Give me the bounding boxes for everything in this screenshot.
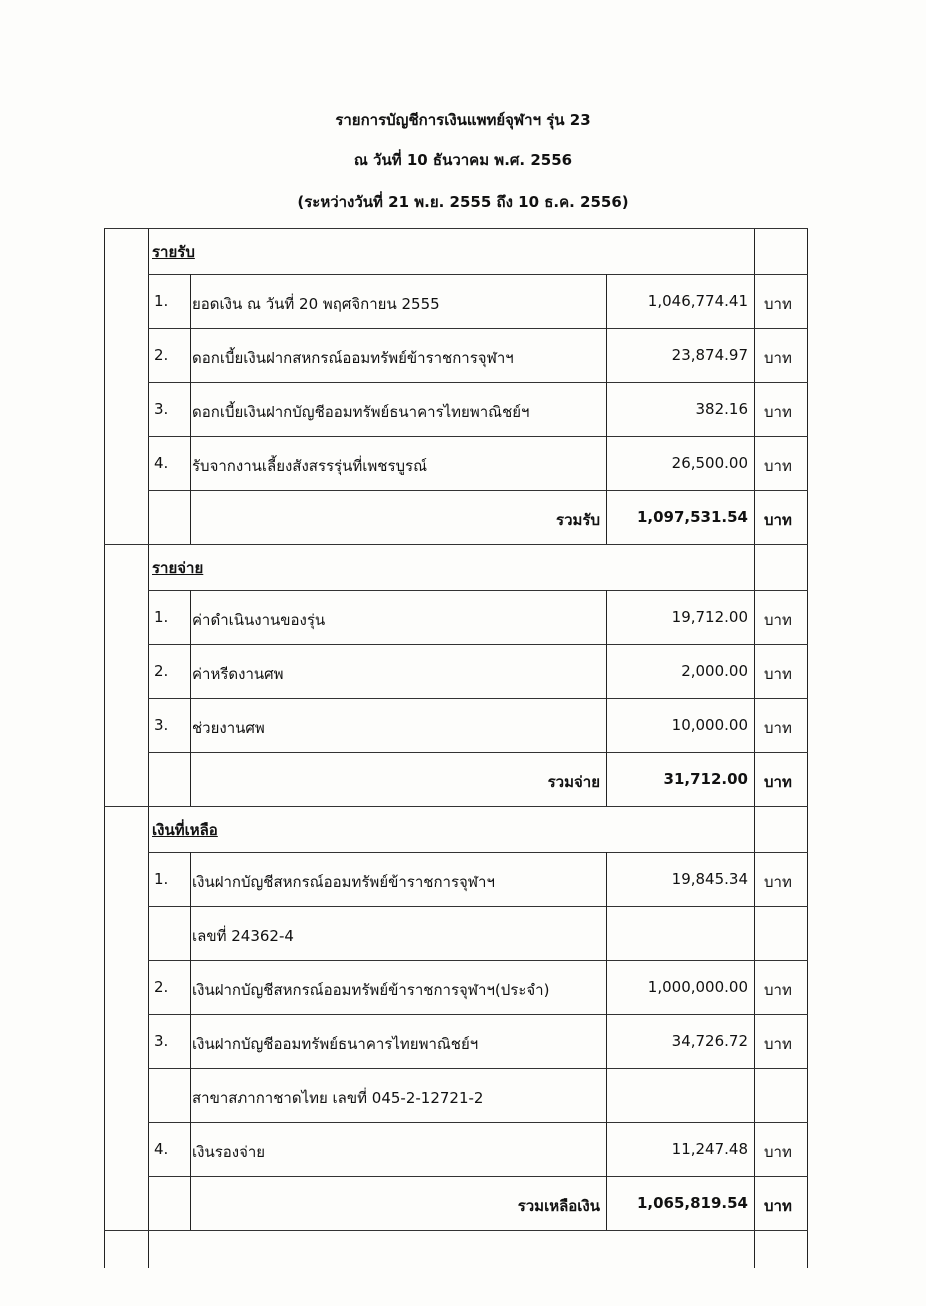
item-number: 4. (154, 454, 169, 472)
section-divider (104, 1230, 808, 1231)
item-amount: 1,046,774.41 (647, 292, 748, 310)
item-amount: 26,500.00 (671, 454, 748, 472)
item-description: เลขที่ 24362-4 (192, 927, 294, 945)
section-heading-expense: รายจ่าย (152, 559, 204, 577)
item-number: 4. (154, 1140, 169, 1158)
item-amount: 2,000.00 (681, 662, 748, 680)
row-divider (148, 490, 808, 491)
item-unit: บาท (764, 349, 792, 367)
item-description: ดอกเบี้ยเงินฝากสหกรณ์ออมทรัพย์ข้าราชการจุฬาฯ (192, 349, 514, 367)
column-divider-amount (606, 590, 607, 806)
item-number: 2. (154, 346, 169, 364)
column-divider-unit (754, 228, 755, 1268)
row-divider (148, 1068, 808, 1069)
row-divider (148, 1176, 808, 1177)
total-amount: 1,065,819.54 (636, 1194, 748, 1212)
row-divider (148, 698, 808, 699)
item-number: 3. (154, 1032, 169, 1050)
item-amount: 34,726.72 (671, 1032, 748, 1050)
column-divider-description (190, 590, 191, 806)
item-description: รับจากงานเลี้ยงสังสรรรุ่นที่เพชรบูรณ์ (192, 457, 427, 475)
item-amount: 11,247.48 (671, 1140, 748, 1158)
section-divider (104, 806, 808, 807)
row-divider (148, 436, 808, 437)
total-label: รวมเหลือเงิน (517, 1197, 600, 1215)
item-number: 1. (154, 608, 169, 626)
item-unit: บาท (764, 403, 792, 421)
section-divider (104, 544, 808, 545)
item-number: 2. (154, 978, 169, 996)
row-divider (148, 1122, 808, 1123)
item-unit: บาท (764, 611, 792, 629)
item-number: 2. (154, 662, 169, 680)
item-description: ดอกเบี้ยเงินฝากบัญชีออมทรัพย์ธนาคารไทยพาณิชย์ฯ (192, 403, 530, 421)
item-unit: บาท (764, 295, 792, 313)
item-amount: 19,845.34 (671, 870, 748, 888)
item-description: ยอดเงิน ณ วันที่ 20 พฤศจิกายน 2555 (192, 295, 440, 313)
row-divider (148, 644, 808, 645)
item-unit: บาท (764, 981, 792, 999)
section-heading-income: รายรับ (152, 243, 195, 261)
total-amount: 31,712.00 (663, 770, 748, 788)
item-number: 3. (154, 400, 169, 418)
document-period: (ระหว่างวันที่ 21 พ.ย. 2555 ถึง 10 ธ.ค. 2556) (297, 193, 629, 211)
document-date: ณ วันที่ 10 ธันวาคม พ.ศ. 2556 (353, 151, 573, 169)
section-heading-balance: เงินที่เหลือ (152, 821, 218, 839)
table-left-border (104, 228, 105, 1268)
item-unit: บาท (764, 1035, 792, 1053)
item-amount: 19,712.00 (671, 608, 748, 626)
total-unit: บาท (764, 1197, 792, 1215)
item-amount: 1,000,000.00 (647, 978, 748, 996)
item-number: 1. (154, 870, 169, 888)
row-divider (148, 328, 808, 329)
item-description: ค่าหรีดงานศพ (192, 665, 284, 683)
row-divider (148, 274, 808, 275)
item-amount: 382.16 (695, 400, 748, 418)
column-divider-description (190, 274, 191, 544)
item-unit: บาท (764, 665, 792, 683)
row-divider (148, 1014, 808, 1015)
item-number: 3. (154, 716, 169, 734)
column-divider-number (148, 228, 149, 1268)
total-unit: บาท (764, 511, 792, 529)
total-amount: 1,097,531.54 (636, 508, 748, 526)
row-divider (148, 752, 808, 753)
total-label: รวมจ่าย (547, 773, 600, 791)
item-description: เงินฝากบัญชีออมทรัพย์ธนาคารไทยพาณิชย์ฯ (192, 1035, 479, 1053)
total-label: รวมรับ (556, 511, 600, 529)
table-right-border (807, 228, 808, 1268)
column-divider-description (190, 852, 191, 1230)
item-number: 1. (154, 292, 169, 310)
document-title: รายการบัญชีการเงินแพทย์จุฬาฯ รุ่น 23 (335, 111, 591, 129)
table-top-border (104, 228, 808, 229)
ledger-table (104, 228, 808, 1268)
item-description: เงินฝากบัญชีสหกรณ์ออมทรัพย์ข้าราชการจุฬาฯ (192, 873, 495, 891)
item-unit: บาท (764, 873, 792, 891)
row-divider (148, 960, 808, 961)
item-description: ช่วยงานศพ (192, 719, 265, 737)
item-description: เงินฝากบัญชีสหกรณ์ออมทรัพย์ข้าราชการจุฬาฯ(ประจำ) (192, 981, 550, 999)
item-unit: บาท (764, 719, 792, 737)
item-amount: 10,000.00 (671, 716, 748, 734)
row-divider (148, 590, 808, 591)
item-description: เงินรองจ่าย (192, 1143, 266, 1161)
row-divider (148, 906, 808, 907)
item-unit: บาท (764, 1143, 792, 1161)
item-description: สาขาสภากาชาดไทย เลขที่ 045-2-12721-2 (192, 1089, 484, 1107)
item-amount: 23,874.97 (671, 346, 748, 364)
column-divider-amount (606, 852, 607, 1230)
row-divider (148, 852, 808, 853)
item-description: ค่าดำเนินงานของรุ่น (192, 611, 326, 629)
row-divider (148, 382, 808, 383)
item-unit: บาท (764, 457, 792, 475)
column-divider-amount (606, 274, 607, 544)
total-unit: บาท (764, 773, 792, 791)
